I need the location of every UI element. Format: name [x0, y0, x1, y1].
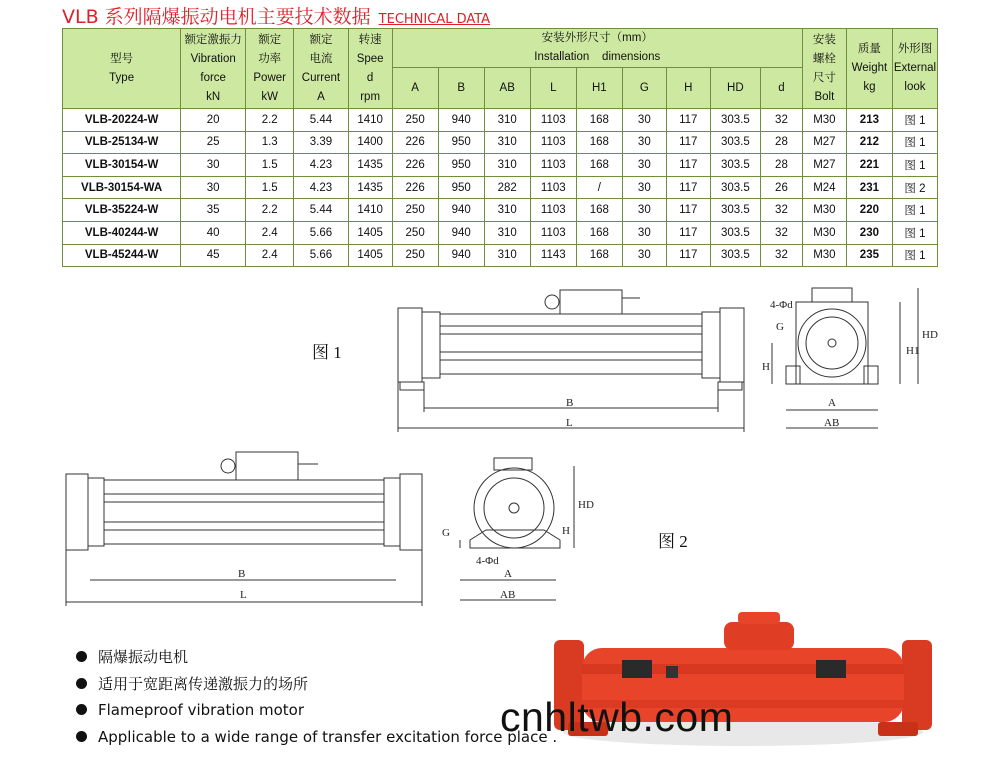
table-cell: 117: [666, 199, 710, 222]
table-row: [63, 154, 938, 177]
header-dim-d: d: [760, 68, 802, 109]
table-cell: 26: [760, 176, 802, 199]
fig2-dim-l: L: [240, 589, 247, 601]
fig1-bolt-label: 4-Φd: [770, 299, 793, 311]
header-weight: 质量 Weight kg: [846, 29, 892, 109]
table-cell: 1410: [348, 199, 392, 222]
figure-1-label: 图 1: [312, 343, 342, 362]
table-cell: 940: [438, 199, 484, 222]
header-installation-dimensions: 安装外形尺寸（mm） Installation dimensions: [392, 29, 802, 68]
table-cell: 940: [438, 109, 484, 132]
table-cell: 5.66: [294, 221, 348, 244]
header-power: 额定 功率 Power kW: [246, 29, 294, 109]
watermark: cnhltwb.com: [500, 694, 734, 740]
table-cell: 168: [576, 221, 622, 244]
table-cell: 117: [666, 131, 710, 154]
table-cell: 图 2: [892, 176, 937, 199]
table-cell: 117: [666, 221, 710, 244]
header-speed: 转速 Spee d rpm: [348, 29, 392, 109]
fig2-dim-hd: HD: [578, 499, 594, 511]
model-cell: VLB-30154-W: [63, 154, 181, 177]
model-cell: VLB-25134-W: [63, 131, 181, 154]
weight-cell: 235: [846, 244, 892, 267]
technical-drawings: [0, 282, 1000, 612]
table-cell: 117: [666, 109, 710, 132]
header-dim-l: L: [530, 68, 576, 109]
table-cell: 35: [181, 199, 246, 222]
fig2-dim-h: H: [562, 525, 570, 537]
table-cell: 1.3: [246, 131, 294, 154]
table-cell: 168: [576, 154, 622, 177]
feature-list: [76, 644, 557, 750]
fig1-dim-ab: AB: [824, 417, 840, 429]
table-row: [63, 199, 938, 222]
table-cell: 303.5: [710, 199, 760, 222]
table-cell: 250: [392, 199, 438, 222]
table-cell: 2.2: [246, 199, 294, 222]
weight-cell: 231: [846, 176, 892, 199]
header-dim-h: H: [666, 68, 710, 109]
table-cell: 950: [438, 154, 484, 177]
header-bolt: 安装 螺栓 尺寸 Bolt: [802, 29, 846, 109]
table-cell: 117: [666, 244, 710, 267]
figure-1-side-view: [398, 290, 744, 432]
figure-2-label: 图 2: [658, 532, 688, 551]
table-row: [63, 176, 938, 199]
feature-item: 适用于宽距离传递激振力的场所: [76, 671, 557, 698]
table-cell: 303.5: [710, 154, 760, 177]
table-cell: 图 1: [892, 221, 937, 244]
table-cell: 303.5: [710, 176, 760, 199]
table-cell: 310: [484, 154, 530, 177]
table-cell: 950: [438, 176, 484, 199]
table-cell: 5.44: [294, 199, 348, 222]
table-cell: 1435: [348, 154, 392, 177]
table-cell: 310: [484, 221, 530, 244]
model-cell: VLB-30154-WA: [63, 176, 181, 199]
table-cell: 303.5: [710, 131, 760, 154]
feature-item: 隔爆振动电机: [76, 644, 557, 671]
table-cell: 940: [438, 221, 484, 244]
header-dim-hd: HD: [710, 68, 760, 109]
feature-item: Applicable to a wide range of transfer excitation force place .: [76, 724, 557, 751]
table-row: [63, 109, 938, 132]
table-cell: 25: [181, 131, 246, 154]
fig2-dim-ab: AB: [500, 589, 516, 601]
model-cell: VLB-45244-W: [63, 244, 181, 267]
table-cell: 310: [484, 131, 530, 154]
header-dim-h1: H1: [576, 68, 622, 109]
fig1-dim-b: B: [566, 397, 574, 409]
header-external-look: 外形图 External look: [892, 29, 937, 109]
fig1-dim-g: G: [776, 321, 784, 333]
table-cell: 30: [181, 176, 246, 199]
table-cell: 310: [484, 244, 530, 267]
table-cell: 4.23: [294, 154, 348, 177]
table-cell: 168: [576, 109, 622, 132]
header-dim-a: A: [392, 68, 438, 109]
title-english: TECHNICAL DATA: [378, 12, 491, 27]
table-cell: 32: [760, 109, 802, 132]
table-cell: 32: [760, 221, 802, 244]
fig1-dim-a: A: [828, 397, 836, 409]
table-cell: 20: [181, 109, 246, 132]
table-cell: 226: [392, 154, 438, 177]
weight-cell: 213: [846, 109, 892, 132]
table-cell: 950: [438, 131, 484, 154]
table-cell: 1410: [348, 109, 392, 132]
table-row: [63, 221, 938, 244]
table-cell: /: [576, 176, 622, 199]
table-cell: 303.5: [710, 221, 760, 244]
table-cell: 图 1: [892, 131, 937, 154]
figure-2-side-view: [66, 452, 422, 606]
table-cell: 5.66: [294, 244, 348, 267]
fig2-bolt-label: 4-Φd: [476, 555, 499, 567]
fig2-dim-a: A: [504, 568, 512, 580]
feature-item: Flameproof vibration motor: [76, 697, 557, 724]
table-cell: 30: [622, 221, 666, 244]
table-cell: 226: [392, 176, 438, 199]
table-cell: M30: [802, 109, 846, 132]
figure-1-end-view: [772, 288, 918, 428]
table-cell: 250: [392, 244, 438, 267]
table-cell: 图 1: [892, 109, 937, 132]
table-cell: 282: [484, 176, 530, 199]
table-cell: 168: [576, 131, 622, 154]
page-title: [62, 2, 490, 29]
table-cell: 28: [760, 154, 802, 177]
table-cell: 32: [760, 199, 802, 222]
table-cell: 1.5: [246, 154, 294, 177]
table-cell: 226: [392, 131, 438, 154]
header-type: 型号 Type: [63, 29, 181, 109]
table-cell: 1405: [348, 221, 392, 244]
table-cell: 2.4: [246, 244, 294, 267]
fig1-dim-hd: HD: [922, 329, 938, 341]
header-dim-ab: AB: [484, 68, 530, 109]
weight-cell: 220: [846, 199, 892, 222]
table-cell: 2.4: [246, 221, 294, 244]
table-row: [63, 131, 938, 154]
table-cell: 117: [666, 176, 710, 199]
table-cell: 168: [576, 244, 622, 267]
model-cell: VLB-40244-W: [63, 221, 181, 244]
table-cell: 1103: [530, 131, 576, 154]
table-cell: 1405: [348, 244, 392, 267]
table-cell: 310: [484, 109, 530, 132]
table-body: [63, 109, 938, 267]
table-cell: 1103: [530, 176, 576, 199]
table-cell: 图 1: [892, 199, 937, 222]
table-cell: M30: [802, 244, 846, 267]
weight-cell: 230: [846, 221, 892, 244]
table-cell: 30: [181, 154, 246, 177]
table-cell: 168: [576, 199, 622, 222]
table-cell: 1435: [348, 176, 392, 199]
table-cell: 图 1: [892, 154, 937, 177]
table-cell: 1.5: [246, 176, 294, 199]
header-force: 额定激振力 Vibration force kN: [181, 29, 246, 109]
table-cell: 30: [622, 244, 666, 267]
header-dim-b: B: [438, 68, 484, 109]
header-dim-g: G: [622, 68, 666, 109]
table-row: [63, 244, 938, 267]
table-cell: 1103: [530, 199, 576, 222]
header-current: 额定 电流 Current A: [294, 29, 348, 109]
table-cell: 5.44: [294, 109, 348, 132]
table-cell: 32: [760, 244, 802, 267]
table-cell: M27: [802, 154, 846, 177]
fig1-dim-l: L: [566, 417, 573, 429]
table-cell: 40: [181, 221, 246, 244]
table-cell: 250: [392, 109, 438, 132]
table-cell: 117: [666, 154, 710, 177]
table-cell: 45: [181, 244, 246, 267]
table-cell: 310: [484, 199, 530, 222]
table-cell: 4.23: [294, 176, 348, 199]
table-cell: M27: [802, 131, 846, 154]
technical-data-table: [62, 28, 938, 267]
weight-cell: 221: [846, 154, 892, 177]
fig1-dim-h1: H1: [906, 345, 920, 357]
table-cell: M30: [802, 199, 846, 222]
table-cell: 250: [392, 221, 438, 244]
table-cell: 940: [438, 244, 484, 267]
table-cell: 1400: [348, 131, 392, 154]
table-cell: 1103: [530, 221, 576, 244]
figure-2-end-view: [460, 458, 574, 600]
table-cell: M30: [802, 221, 846, 244]
fig2-dim-b: B: [238, 568, 246, 580]
fig1-dim-h: H: [762, 361, 770, 373]
table-cell: 28: [760, 131, 802, 154]
title-main: VLB 系列隔爆振动电机主要技术数据: [62, 6, 371, 28]
table-cell: 2.2: [246, 109, 294, 132]
table-cell: 303.5: [710, 109, 760, 132]
table-cell: 30: [622, 154, 666, 177]
model-cell: VLB-20224-W: [63, 109, 181, 132]
weight-cell: 212: [846, 131, 892, 154]
table-cell: 3.39: [294, 131, 348, 154]
fig2-dim-g: G: [442, 527, 450, 539]
table-cell: 1103: [530, 109, 576, 132]
table-cell: 图 1: [892, 244, 937, 267]
model-cell: VLB-35224-W: [63, 199, 181, 222]
table-cell: 303.5: [710, 244, 760, 267]
table-cell: 30: [622, 109, 666, 132]
table-cell: 1103: [530, 154, 576, 177]
table-cell: 1143: [530, 244, 576, 267]
table-cell: 30: [622, 199, 666, 222]
table-cell: 30: [622, 131, 666, 154]
table-cell: 30: [622, 176, 666, 199]
table-cell: M24: [802, 176, 846, 199]
